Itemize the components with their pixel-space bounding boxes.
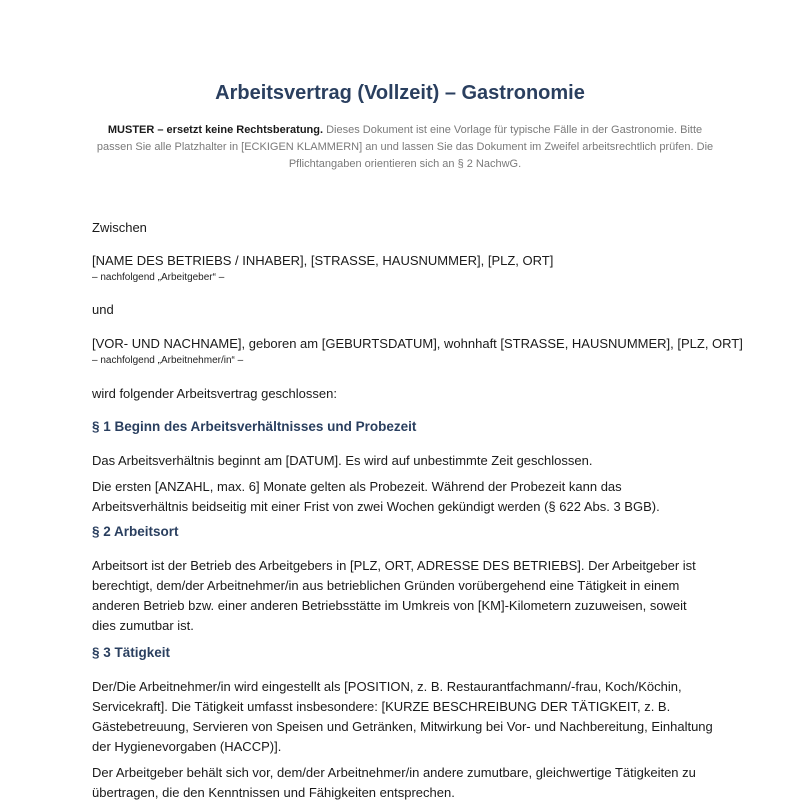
section-1-paragraph-2: Die ersten [ANZAHL, max. 6] Monate gelten als Probezeit. Während der Probezeit kann das Arbeitsverhältnis beidseitig mit einer Frist von zwei Wochen gekündigt werden (§ 622 Abs. 3 BGB).: [92, 479, 660, 514]
section-2-heading: § 2 Arbeitsort: [92, 524, 179, 539]
section-3-heading: § 3 Tätigkeit: [92, 645, 171, 660]
parties-and: und: [92, 302, 114, 317]
employee-block: [92, 334, 752, 368]
section-2-paragraph-1: Arbeitsort ist der Betrieb des Arbeitgebers in [PLZ, ORT, ADRESSE DES BETRIEBS]. Der Arbeitgeber ist berechtigt, dem/der Arbeitnehmer/in aus betrieblichen Gründen vorübergehend eine Tätigkeit in einem anderen Betrieb bzw. einer anderen Betriebsstätte im Umkreis von [KM]-Kilometern zuzuweisen, soweit dies zumutbar ist.: [92, 558, 696, 633]
section-3-paragraph-2: Der Arbeitgeber behält sich vor, dem/der Arbeitnehmer/in andere zumutbare, gleichwertige Tätigkeiten zu übertragen, die den Kenntnissen und Fähigkeiten entsprechen.: [92, 765, 696, 800]
section-1-heading: § 1 Beginn des Arbeitsverhältnisses und Probezeit: [92, 419, 417, 434]
section-3-paragraph-1: Der/Die Arbeitnehmer/in wird eingestellt als [POSITION, z. B. Restaurantfachmann/-frau, Koch/Köchin, Servicekraft]. Die Tätigkeit umfasst insbesondere: [KURZE BESCHREIBUNG DER TÄTIGKEIT, z. B. Gästebetreuung, Servieren von Speisen und Getränken, Mitwirkung bei Vor- und Nachbereitung, Einhaltung der Hygienevorgaben (HACCP)].: [92, 679, 713, 754]
employee-details: [VOR- UND NACHNAME], geboren am [GEBURTSDATUM], wohnhaft [STRASSE, HAUSNUMMER], [PLZ, ORT]: [92, 336, 743, 351]
section-1-paragraph-1: Das Arbeitsverhältnis beginnt am [DATUM]. Es wird auf unbestimmte Zeit geschlossen.: [92, 453, 593, 468]
document-title: Arbeitsvertrag (Vollzeit) – Gastronomie: [215, 82, 585, 104]
disclaimer-bold: MUSTER – ersetzt keine Rechtsberatung.: [107, 124, 324, 136]
employer-note: – nachfolgend „Arbeitgeber“ –: [92, 272, 225, 283]
employer-block: [92, 251, 732, 285]
employer-details: [NAME DES BETRIEBS / INHABER], [STRASSE, HAUSNUMMER], [PLZ, ORT]: [92, 253, 554, 268]
contract-concluded: wird folgender Arbeitsvertrag geschlossen:: [92, 386, 337, 401]
disclaimer-text: Dieses Dokument ist eine Vorlage für typische Fälle in der Gastronomie. Bitte passen Sie alle Platzhalter in [ECKIGEN KLAMMERN] an und lassen Sie das Dokument im Zweifel arbeitsrechtlich prüfen. Die Pflichtangaben orientieren sich an § 2 NachwG.: [96, 124, 714, 170]
disclaimer-notice: [92, 122, 718, 173]
employee-note: – nachfolgend „Arbeitnehmer/in“ –: [92, 355, 244, 366]
parties-between: Zwischen: [92, 220, 147, 235]
